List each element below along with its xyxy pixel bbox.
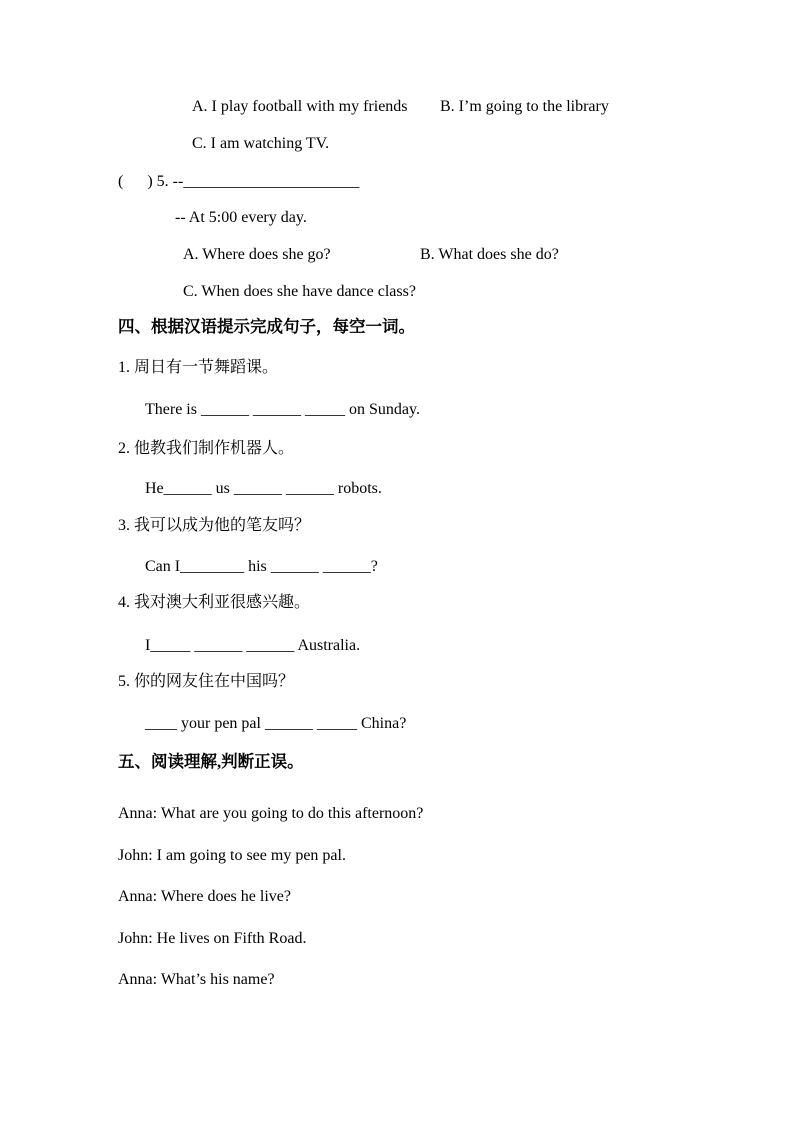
dialogue-line-3: Anna: Where does he live? xyxy=(118,888,291,905)
section4-item2-prompt: 2. 他教我们制作机器人。 xyxy=(118,440,295,457)
section5-heading: 五、阅读理解,判断正误。 xyxy=(118,752,304,771)
q4-option-c: C. I am watching TV. xyxy=(192,135,330,152)
section4-item1-answer: There is ______ ______ _____ on Sunday. xyxy=(145,401,420,418)
section4-item5-prompt: 5. 你的网友住在中国吗？ xyxy=(118,673,295,690)
q5-reply: -- At 5:00 every day. xyxy=(175,209,307,226)
section4-item1-prompt: 1. 周日有一节舞蹈课。 xyxy=(118,359,279,376)
dialogue-line-2: John: I am going to see my pen pal. xyxy=(118,847,346,864)
q5-option-b: B. What does she do? xyxy=(420,246,559,263)
q5-stem: ( ) 5. --______________________ xyxy=(118,173,360,190)
q5-option-a: A. Where does she go? xyxy=(183,246,331,263)
q5-option-c: C. When does she have dance class? xyxy=(183,283,416,300)
dialogue-line-1: Anna: What are you going to do this afternoon? xyxy=(118,805,424,822)
section4-item3-prompt: 3. 我可以成为他的笔友吗？ xyxy=(118,517,311,534)
q4-option-b: B. I’m going to the library xyxy=(440,98,609,115)
section4-heading: 四、根据汉语提示完成句子，每空一词。 xyxy=(118,317,415,336)
dialogue-line-5: Anna: What’s his name? xyxy=(118,971,275,988)
section4-item2-answer: He______ us ______ ______ robots. xyxy=(145,480,382,497)
section4-item3-answer: Can I________ his ______ ______? xyxy=(145,558,378,575)
section4-item4-answer: I_____ ______ ______ Australia. xyxy=(145,637,361,654)
dialogue-line-4: John: He lives on Fifth Road. xyxy=(118,930,307,947)
section4-item5-answer: ____ your pen pal ______ _____ China? xyxy=(145,715,407,732)
section4-item4-prompt: 4. 我对澳大利亚很感兴趣。 xyxy=(118,594,311,611)
q4-option-a: A. I play football with my friends xyxy=(192,98,408,115)
